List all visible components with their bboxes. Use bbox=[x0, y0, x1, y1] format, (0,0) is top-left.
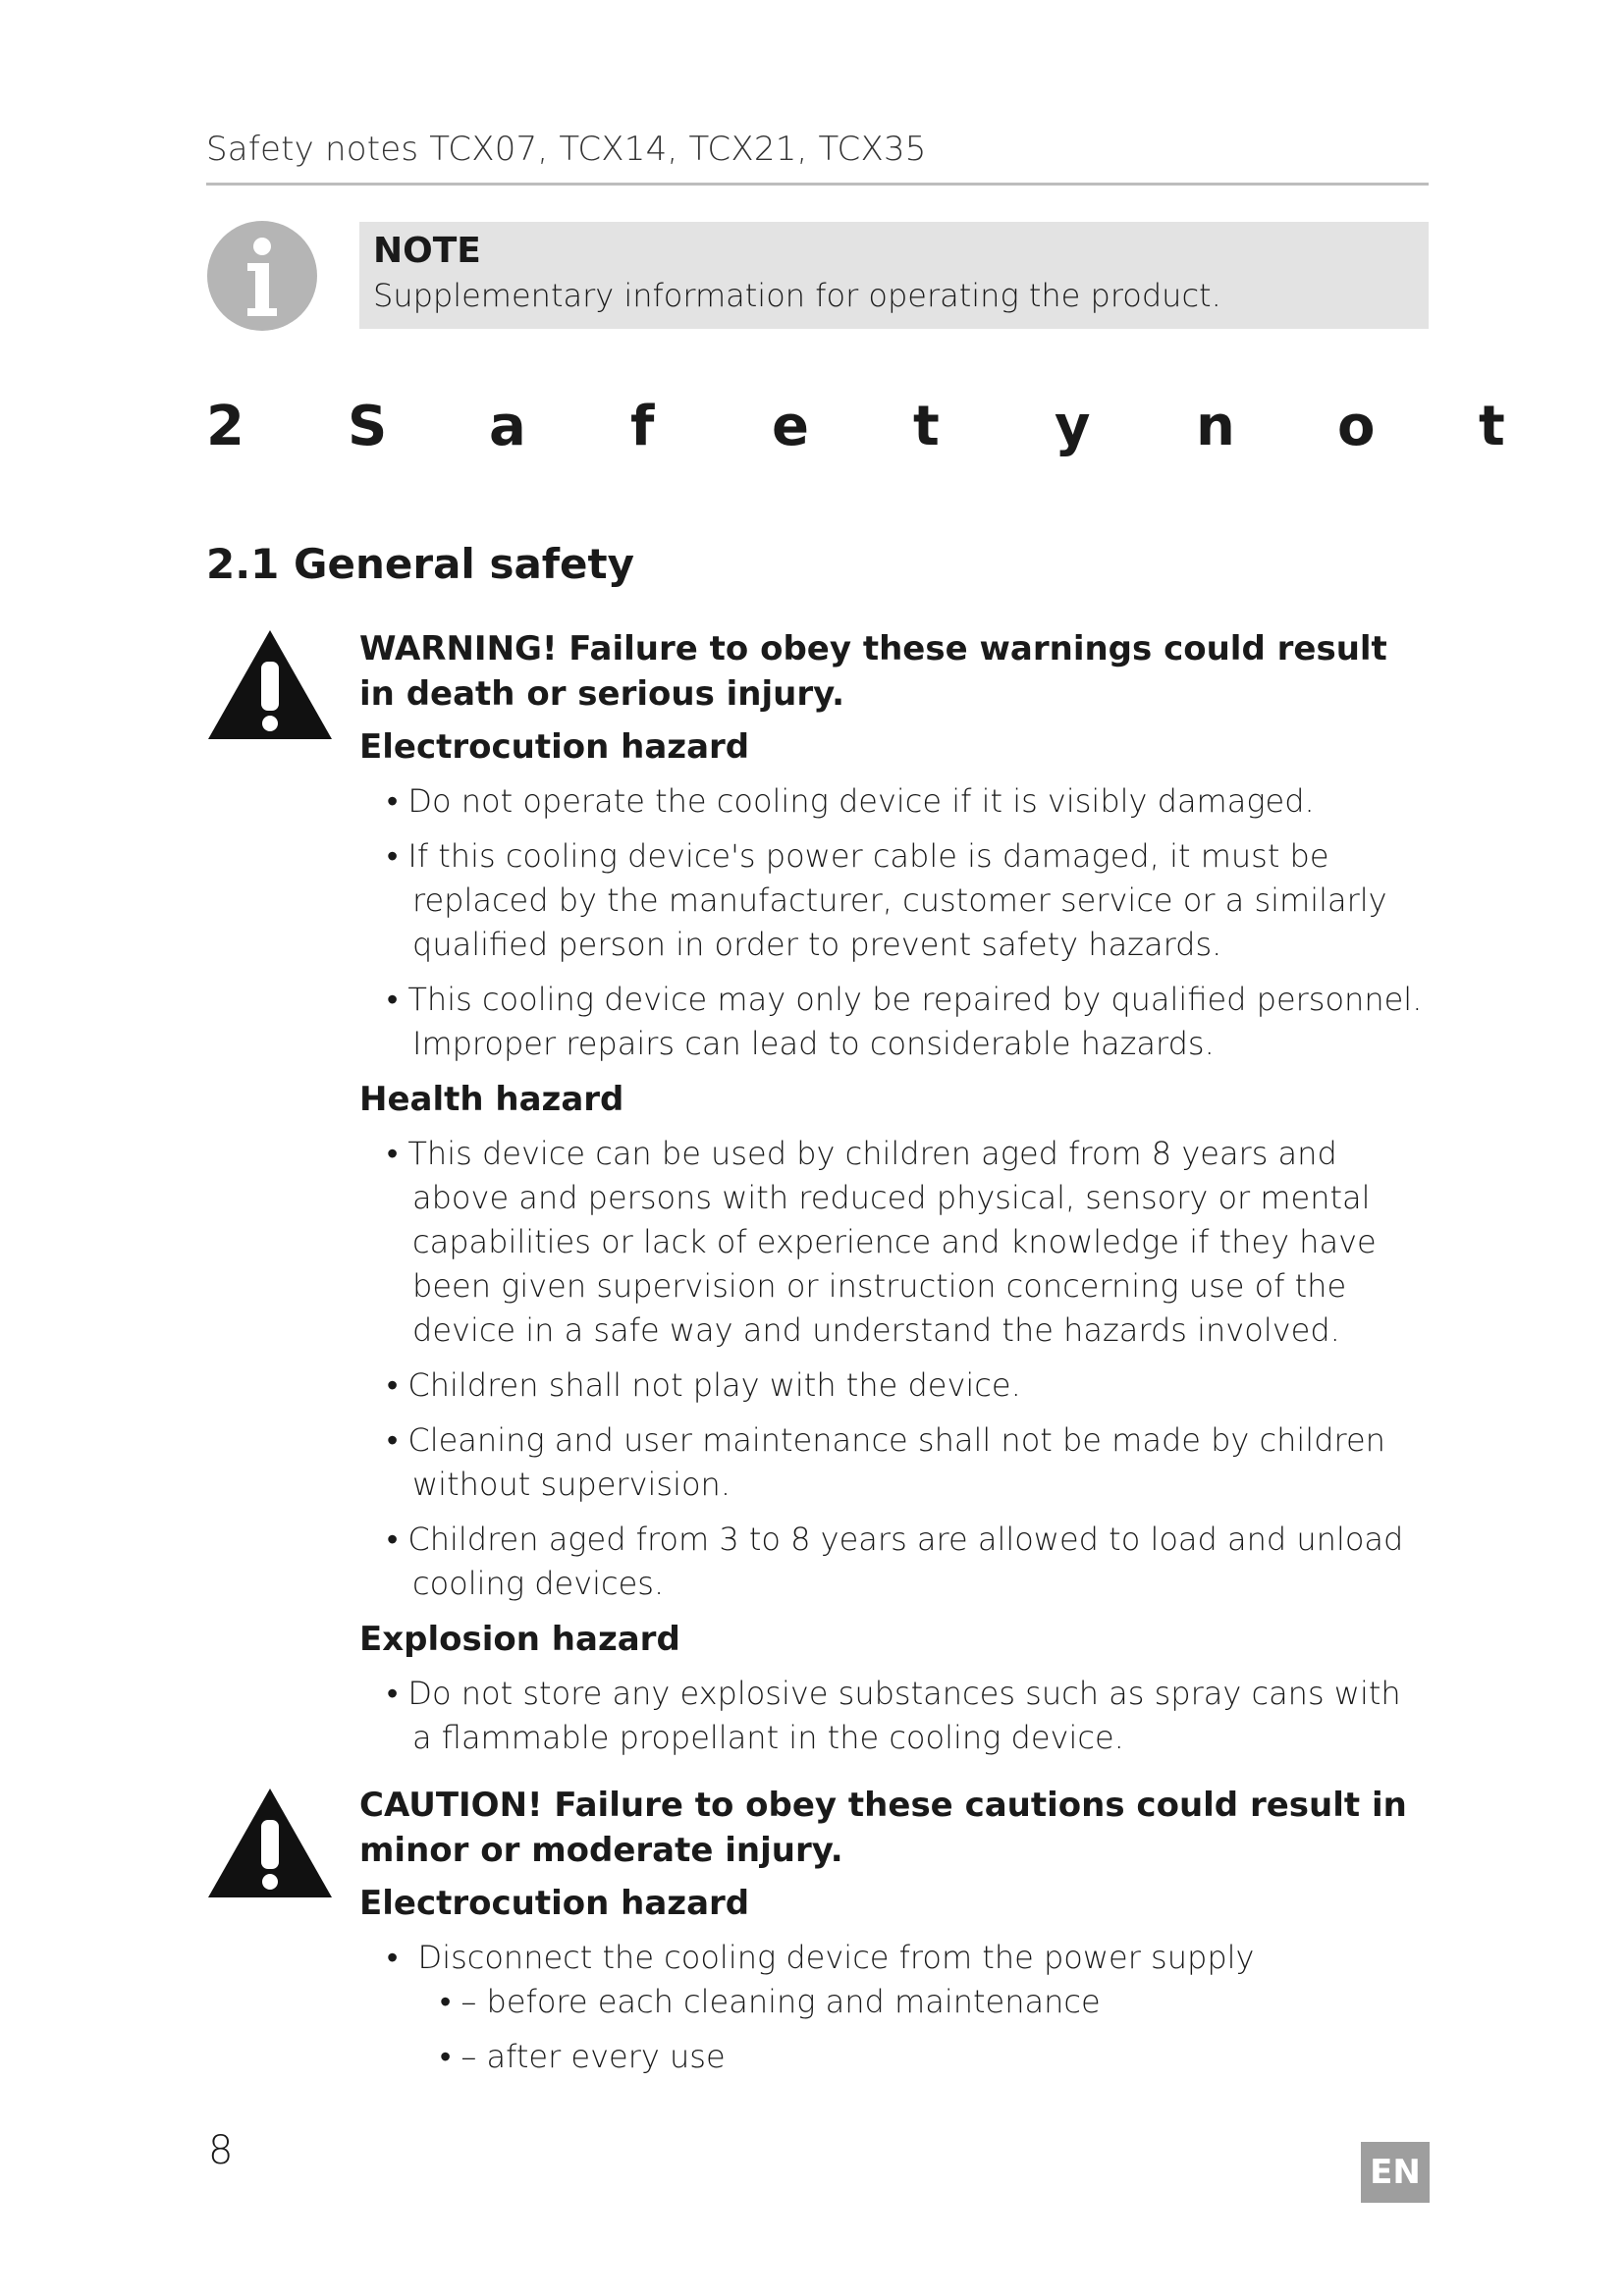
hazard-heading: Electrocution hazard bbox=[359, 727, 750, 767]
chapter-letter: f bbox=[630, 395, 655, 458]
chapter-heading bbox=[206, 395, 1620, 458]
hazard-heading: Explosion hazard bbox=[359, 1620, 680, 1659]
info-icon bbox=[206, 220, 318, 332]
warning-triangle-icon bbox=[206, 628, 334, 741]
running-header: Safety notes TCX07, TCX14, TCX21, TCX35 bbox=[206, 130, 927, 169]
list-item bbox=[359, 1936, 1430, 2079]
caution-signal: CAUTION! Failure to obey these cautions could result in minor or moderate injury. bbox=[359, 1786, 1407, 1870]
sub-list bbox=[412, 1980, 1430, 2079]
section-heading: 2.1 General safety bbox=[206, 540, 634, 588]
electrocution-list bbox=[359, 779, 1430, 1066]
warning-signal: WARNING! Failure to obey these warnings could result in death or serious injury. bbox=[359, 629, 1387, 714]
list-item: • Children aged from 3 to 8 years are allowed to load and unload cooling devices. bbox=[359, 1518, 1430, 1606]
explosion-list bbox=[359, 1672, 1430, 1760]
page-number: 8 bbox=[208, 2128, 234, 2173]
chapter-letter: t bbox=[1479, 395, 1505, 458]
note-box bbox=[359, 222, 1429, 329]
caution-block bbox=[359, 1783, 1430, 2090]
health-list bbox=[359, 1132, 1430, 1606]
chapter-letter: t bbox=[913, 395, 940, 458]
sub-list-item: • – after every use bbox=[412, 2035, 1430, 2079]
chapter-letter: o bbox=[1337, 395, 1376, 458]
list-item: • This cooling device may only be repaired by qualified personnel. Improper repairs can lead to considerable hazards. bbox=[359, 978, 1430, 1066]
list-item: • If this cooling device's power cable is damaged, it must be replaced by the manufacturer, customer service or a similarly qualified person in order to prevent safety hazards. bbox=[359, 834, 1430, 967]
chapter-letter: 2 bbox=[206, 395, 244, 458]
chapter-letter: n bbox=[1196, 395, 1235, 458]
hazard-heading: Electrocution hazard bbox=[359, 1884, 750, 1923]
note-text: Supplementary information for operating the product. bbox=[373, 277, 1221, 314]
list-item: • Cleaning and user maintenance shall not be made by children without supervision. bbox=[359, 1418, 1430, 1507]
caution-list bbox=[359, 1936, 1430, 2079]
language-badge: EN bbox=[1361, 2142, 1430, 2203]
list-item: • Children shall not play with the device. bbox=[359, 1363, 1430, 1408]
header-divider bbox=[206, 183, 1429, 186]
warning-block bbox=[359, 626, 1430, 1771]
note-label: NOTE bbox=[373, 231, 481, 271]
sub-list-item: • – before each cleaning and maintenance bbox=[412, 1980, 1430, 2024]
chapter-letter: e bbox=[772, 395, 809, 458]
list-item: • This device can be used by children aged from 8 years and above and persons with reduced physical, sensory or mental capabilities or lack of experience and knowledge if they have been given supervision or instruction concerning use of the device in a safe way and understand the hazards involved. bbox=[359, 1132, 1430, 1353]
list-item-text: Disconnect the cooling device from the power supply bbox=[417, 1939, 1255, 1976]
list-item: • Do not store any explosive substances such as spray cans with a flammable propellant in the cooling device. bbox=[359, 1672, 1430, 1760]
chapter-letter: a bbox=[489, 395, 526, 458]
caution-triangle-icon bbox=[206, 1787, 334, 1899]
list-item: • Do not operate the cooling device if it is visibly damaged. bbox=[359, 779, 1430, 824]
chapter-letter: y bbox=[1055, 395, 1091, 458]
chapter-letter: S bbox=[348, 395, 388, 458]
hazard-heading: Health hazard bbox=[359, 1080, 624, 1119]
